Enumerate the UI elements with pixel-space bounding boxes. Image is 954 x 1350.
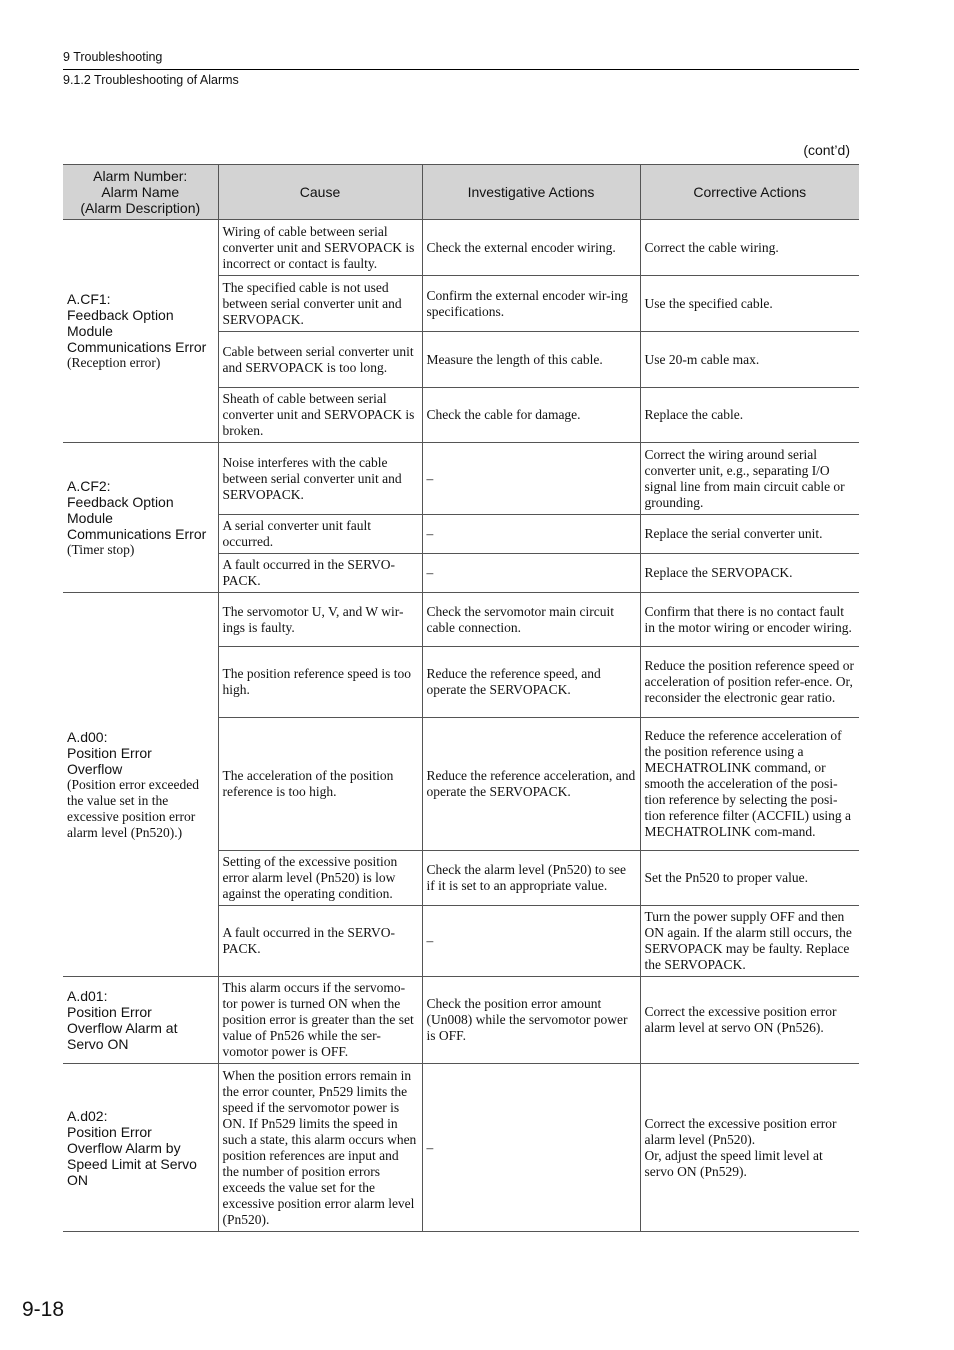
alarm-name-line: Speed Limit at Servo [67, 1155, 197, 1172]
cause-cell: When the position errors remain in the error counter, Pn529 limits the speed if the servomotor power is ON. If Pn529 limits the speed in such a state, this alarm occurs when position references are input and the number of position errors exceeds the value set for the excessive position error alarm level (Pn520). [218, 1064, 422, 1232]
corrective-cell: Reduce the reference acceleration of the position reference using a MECHATROLINK command, or smooth the acceleration of the posi-tion reference by selecting the posi-tion reference filter (ACCFIL) using a MECHATROLINK com-mand. [640, 718, 859, 851]
investigative-cell: Measure the length of this cable. [422, 332, 640, 388]
alarm-cell [63, 220, 218, 443]
alarm-description: (Reception error) [67, 355, 161, 370]
alarm-name-line: Communications Error [67, 525, 207, 542]
alarm-name-line: Overflow Alarm at [67, 1020, 178, 1036]
corrective-cell: Replace the SERVOPACK. [640, 554, 859, 593]
alarm-name-line: ON [67, 1171, 88, 1188]
corrective-cell: Set the Pn520 to proper value. [640, 851, 859, 906]
corrective-cell: Correct the excessive position error alarm level (Pn520). Or, adjust the speed limit level at servo ON (Pn529). [640, 1064, 859, 1232]
corrective-cell: Use 20-m cable max. [640, 332, 859, 388]
alarm-name-line: Overflow [67, 760, 123, 777]
header-rule [63, 69, 859, 70]
cause-cell: A serial converter unit fault occurred. [218, 515, 422, 554]
alarm-description: (Timer stop) [67, 541, 135, 557]
alarm-number: A.d02: [67, 1107, 108, 1124]
corrective-cell: Turn the power supply OFF and then ON again. If the alarm still occurs, the SERVOPACK may be faulty. Replace the SERVOPACK. [640, 906, 859, 977]
alarm-number: A.CF2: [67, 477, 111, 494]
alarm-name-line: Module [67, 509, 113, 526]
alarm-cell [63, 1064, 218, 1232]
alarm-header-line: (Alarm Description) [80, 200, 201, 216]
alarm-name-line: Communications Error [67, 339, 207, 355]
investigative-cell: – [422, 554, 640, 593]
alarm-name-line: Module [67, 323, 113, 339]
corrective-cell: Reduce the position reference speed or acceleration of position refer-ence. Or, reconsider the electronic gear ratio. [640, 647, 859, 718]
cause-column-header: Cause [218, 165, 422, 220]
alarm-name-line: Feedback Option [67, 307, 174, 323]
alarm-number: A.CF1: [67, 291, 111, 307]
investigative-cell: Check the cable for damage. [422, 388, 640, 443]
investigative-cell: Check the servomotor main circuit cable connection. [422, 593, 640, 647]
corrective-cell: Replace the serial converter unit. [640, 515, 859, 554]
investigative-cell: Check the external encoder wiring. [422, 220, 640, 276]
alarm-table [63, 164, 859, 1232]
corrective-cell: Correct the cable wiring. [640, 220, 859, 276]
alarm-number: A.d00: [67, 728, 108, 745]
table-row [63, 593, 859, 647]
alarm-header-line: Alarm Name [101, 184, 180, 200]
investigative-cell: Check the alarm level (Pn520) to see if it is set to an appropriate value. [422, 851, 640, 906]
investigative-cell: – [422, 906, 640, 977]
alarm-name-line: Position Error [67, 744, 152, 761]
alarm-cell [63, 443, 218, 593]
alarm-cell [63, 977, 218, 1064]
cause-cell: The acceleration of the position reference is too high. [218, 718, 422, 851]
cause-cell: The specified cable is not used between serial converter unit and SERVOPACK. [218, 276, 422, 332]
investigative-cell: Confirm the external encoder wir-ing specifications. [422, 276, 640, 332]
investigative-cell: Reduce the reference speed, and operate the SERVOPACK. [422, 647, 640, 718]
table-row [63, 220, 859, 276]
alarm-number: A.d01: [67, 988, 108, 1004]
alarm-description: (Position error exceeded the value set in the excessive position error alarm level (Pn520).) [67, 776, 199, 840]
corrective-cell: Correct the wiring around serial converter unit, e.g., separating I/O signal line from main circuit cable or grounding. [640, 443, 859, 515]
investigative-cell: – [422, 515, 640, 554]
alarm-cell [63, 593, 218, 977]
investigative-column-header: Investigative Actions [422, 165, 640, 220]
cause-cell: A fault occurred in the SERVO-PACK. [218, 906, 422, 977]
alarm-header-line: Alarm Number: [93, 168, 188, 184]
corrective-cell: Correct the excessive position error alarm level at servo ON (Pn526). [640, 977, 859, 1064]
cause-cell: Noise interferes with the cable between serial converter unit and SERVOPACK. [218, 443, 422, 515]
investigative-cell: Check the position error amount (Un008) while the servomotor power is OFF. [422, 977, 640, 1064]
table-row [63, 977, 859, 1064]
cause-cell: The position reference speed is too high. [218, 647, 422, 718]
investigative-cell: Reduce the reference acceleration, and operate the SERVOPACK. [422, 718, 640, 851]
page-number: 9-18 [22, 1298, 65, 1321]
section-header: 9.1.2 Troubleshooting of Alarms [63, 73, 239, 87]
cause-cell: This alarm occurs if the servomo-tor power is turned ON when the position error is greater than the set value of Pn526 while the ser-vomotor power is OFF. [218, 977, 422, 1064]
alarm-name-line: Position Error [67, 1123, 152, 1140]
continued-label: (cont’d) [803, 142, 850, 158]
alarm-name-line: Overflow Alarm by [67, 1139, 181, 1156]
alarm-name-line: Feedback Option [67, 493, 174, 510]
cause-cell: A fault occurred in the SERVO-PACK. [218, 554, 422, 593]
corrective-cell: Replace the cable. [640, 388, 859, 443]
alarm-name-line: Servo ON [67, 1036, 129, 1052]
alarm-name-line: Position Error [67, 1004, 152, 1020]
corrective-cell: Use the specified cable. [640, 276, 859, 332]
chapter-header: 9 Troubleshooting [63, 50, 163, 64]
alarm-column-header [63, 165, 218, 220]
cause-cell: The servomotor U, V, and W wir-ings is faulty. [218, 593, 422, 647]
investigative-cell: – [422, 1064, 640, 1232]
cause-cell: Setting of the excessive position error alarm level (Pn520) is low against the operating condition. [218, 851, 422, 906]
table-header-row [63, 165, 859, 220]
corrective-cell: Confirm that there is no contact fault in the motor wiring or encoder wiring. [640, 593, 859, 647]
table-row [63, 443, 859, 515]
cause-cell: Wiring of cable between serial converter unit and SERVOPACK is incorrect or contact is faulty. [218, 220, 422, 276]
alarm-table-body [63, 220, 859, 1232]
table-row [63, 1064, 859, 1232]
investigative-cell: – [422, 443, 640, 515]
corrective-column-header: Corrective Actions [640, 165, 859, 220]
cause-cell: Sheath of cable between serial converter unit and SERVOPACK is broken. [218, 388, 422, 443]
cause-cell: Cable between serial converter unit and SERVOPACK is too long. [218, 332, 422, 388]
